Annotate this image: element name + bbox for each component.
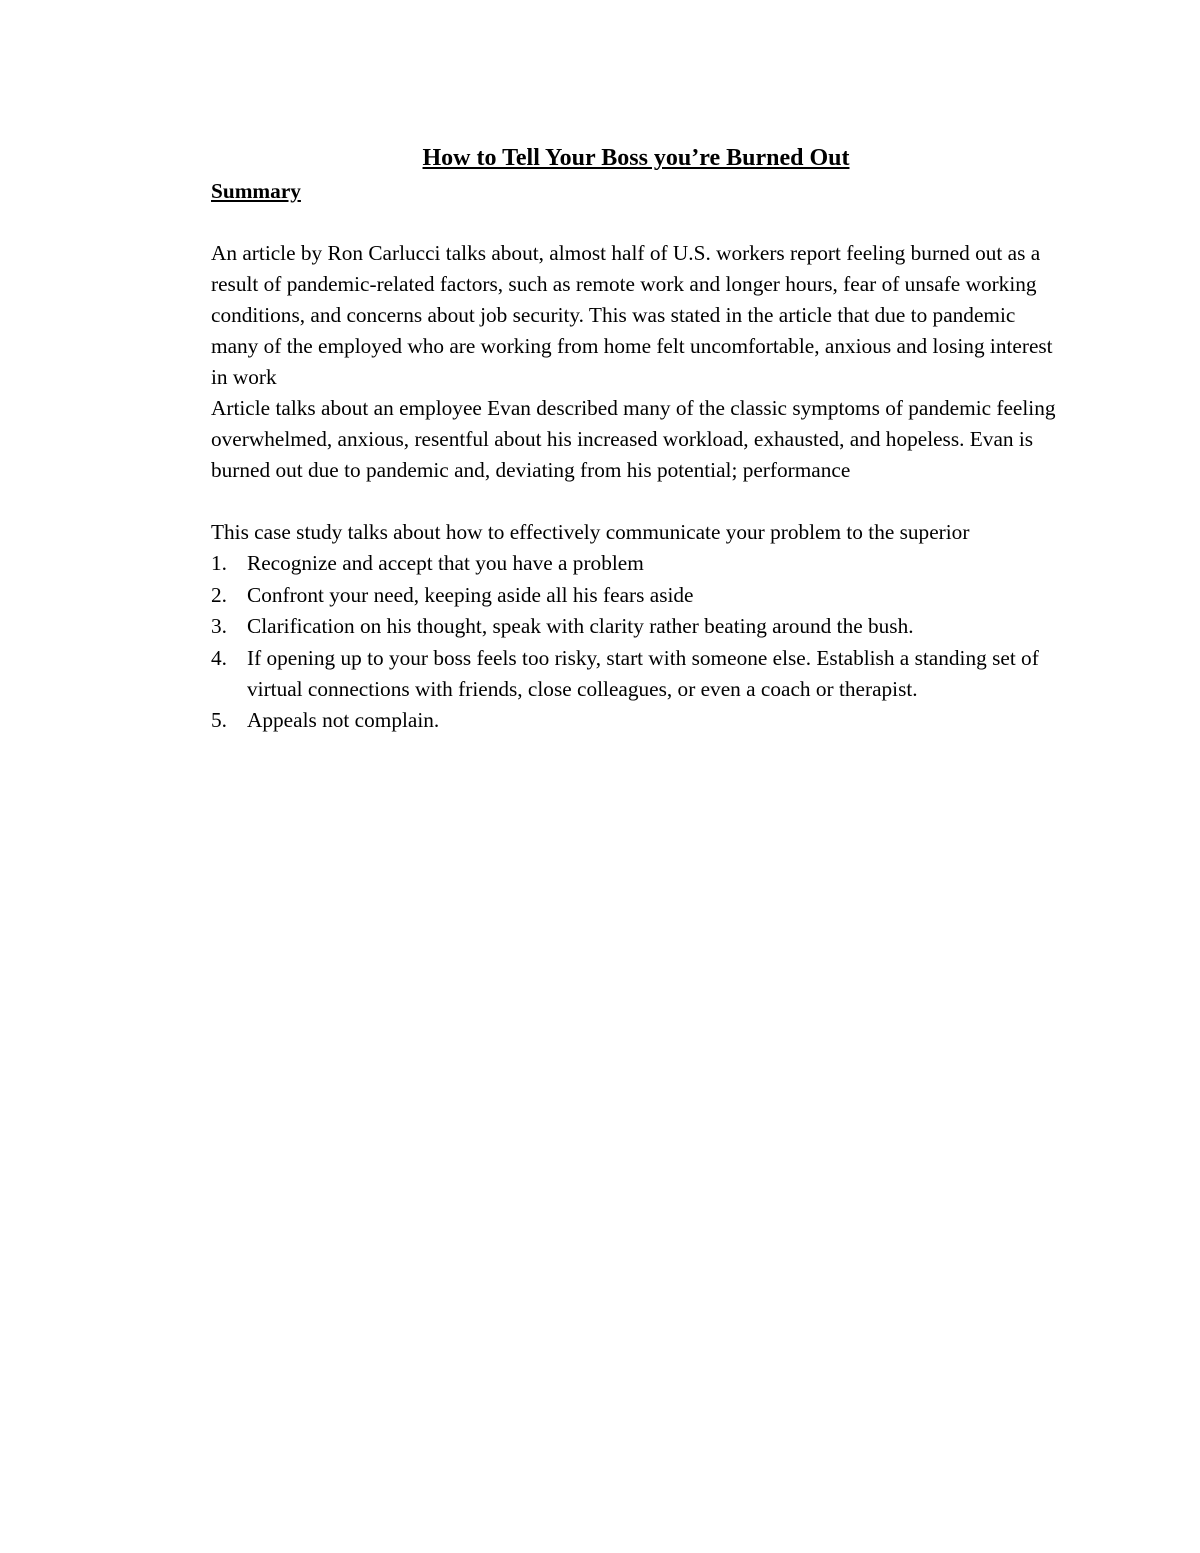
list-item	[211, 705, 1061, 736]
section-heading: Summary	[211, 179, 301, 203]
blank-line	[211, 207, 1061, 238]
list-item-number: 4.	[211, 645, 227, 670]
list-item	[211, 611, 1061, 642]
list-item-text: Clarification on his thought, speak with clarity rather beating around the bush.	[247, 614, 914, 638]
list-item-text: Recognize and accept that you have a problem	[247, 551, 644, 575]
list-item	[211, 548, 1061, 579]
list-item-text: Confront your need, keeping aside all his fears aside	[247, 582, 694, 607]
blank-line	[211, 486, 1061, 517]
paragraph-intro: An article by Ron Carlucci talks about, almost half of U.S. workers report feeling burned out as a result of pandemic-related factors, such as remote work and longer hours, fear of unsafe working conditions, and concerns about job security. This was stated in the article that due to pandemic many of the employed who are working from home felt uncomfortable, anxious and losing interest in work	[211, 241, 1053, 389]
paragraph-evan: Article talks about an employee Evan described many of the classic symptoms of pandemic feeling overwhelmed, anxious, resentful about his increased workload, exhausted, and hopeless. Evan is burned out due to pandemic and, deviating from his potential; performance	[211, 396, 1056, 482]
list-item	[211, 643, 1061, 705]
document-title: How to Tell Your Boss you’re Burned Out	[422, 145, 850, 171]
list-item-text: Appeals not complain.	[247, 708, 440, 732]
list-item-text: If opening up to your boss feels too risky, start with someone else. Establish a standing set of virtual connections with friends, close colleagues, or even a coach or therapist.	[247, 645, 1039, 701]
list-item	[211, 580, 1061, 611]
list-item-number: 3.	[211, 614, 227, 638]
document-body	[211, 142, 1061, 737]
steps-list	[211, 548, 1061, 736]
list-item-number: 1.	[211, 551, 227, 575]
list-item-number: 5.	[211, 708, 227, 732]
paragraph-case-study: This case study talks about how to effectively communicate your problem to the superior	[211, 520, 970, 544]
list-item-number: 2.	[211, 582, 227, 607]
